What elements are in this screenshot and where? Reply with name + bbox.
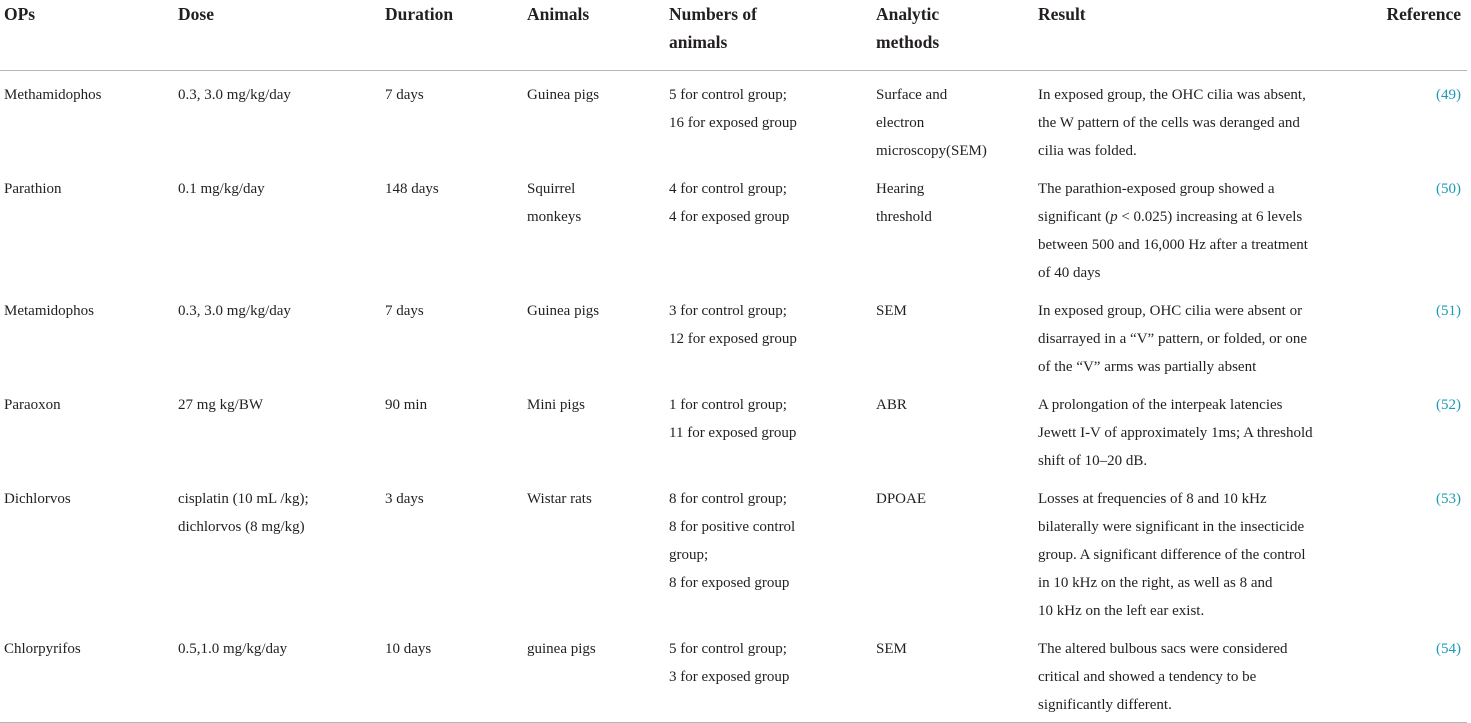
cell-reference [1352, 165, 1467, 287]
cell-dose: 0.3, 3.0 mg/kg/day [178, 87, 291, 103]
header-row [0, 0, 1467, 71]
cell-result: The altered bulbous sacs were considered critical and showed a tendency to be significantly different. [1034, 625, 1352, 723]
table-row [0, 71, 1467, 166]
cell-result: In exposed group, the OHC cilia was absent, the W pattern of the cells was deranged and cilia was folded. [1038, 87, 1306, 159]
header-analytic-methods: Analytic methods [872, 0, 1034, 71]
cell-reference [1352, 475, 1467, 625]
cell-duration: 148 days [385, 181, 439, 197]
cell-ops: Methamidophos [4, 87, 102, 103]
cell-numbers: 1 for control group; 11 for exposed group [669, 397, 797, 441]
cell-ops: Chlorpyrifos [0, 625, 174, 723]
cell-ops: Dichlorvos [4, 491, 71, 507]
cell-methods: ABR [876, 397, 907, 413]
table-row [0, 625, 1467, 723]
table-row [0, 165, 1467, 287]
cell-animals: Squirrel monkeys [527, 181, 582, 225]
cell-animals: guinea pigs [523, 625, 665, 723]
cell-dose: cisplatin (10 mL /kg); dichlorvos (8 mg/kg) [178, 491, 309, 535]
cell-methods: SEM [876, 303, 907, 319]
table-row [0, 381, 1467, 475]
cell-result: In exposed group, OHC cilia were absent or disarrayed in a “V” pattern, or folded, or one of the “V” arms was partially absent [1038, 303, 1308, 375]
cell-duration: 90 min [385, 397, 428, 413]
cell-animals: Mini pigs [527, 397, 585, 413]
reference-link[interactable]: (54) [1436, 641, 1461, 657]
p-value-symbol: p [1110, 209, 1118, 225]
result-text-post: < 0.025) increasing at 6 levels between 500 and 16,000 Hz after a treatment of 40 days [1038, 209, 1308, 281]
cell-reference [1352, 381, 1467, 475]
cell-dose: 0.3, 3.0 mg/kg/day [178, 303, 291, 319]
header-result: Result [1034, 0, 1352, 71]
result-text-pre: The parathion-exposed group showed a significant ( [1038, 181, 1275, 225]
header-dose: Dose [174, 0, 381, 71]
cell-numbers: 4 for control group; 4 for exposed group [669, 181, 790, 225]
table-row [0, 475, 1467, 625]
reference-link[interactable]: (50) [1436, 181, 1461, 197]
reference-link[interactable]: (53) [1436, 491, 1461, 507]
cell-animals: Guinea pigs [527, 303, 600, 319]
cell-duration: 3 days [385, 491, 424, 507]
cell-dose: 27 mg kg/BW [178, 397, 263, 413]
header-duration: Duration [381, 0, 523, 71]
cell-animals: Guinea pigs [527, 87, 600, 103]
cell-numbers: 3 for control group; 12 for exposed group [669, 303, 797, 347]
cell-numbers: 5 for control group; 3 for exposed group [665, 625, 872, 723]
cell-ops: Parathion [4, 181, 62, 197]
cell-ops: Paraoxon [4, 397, 61, 413]
cell-duration: 7 days [385, 87, 424, 103]
cell-numbers: 5 for control group; 16 for exposed group [669, 87, 797, 131]
cell-ops: Metamidophos [4, 303, 94, 319]
reference-link[interactable]: (52) [1436, 397, 1461, 413]
cell-result: Losses at frequencies of 8 and 10 kHz bilaterally were significant in the insecticide group. A significant difference of the control in 10 kHz on the right, as well as 8 and 10 kHz on the left ear exist. [1038, 491, 1306, 619]
cell-reference [1352, 71, 1467, 166]
cell-reference [1352, 625, 1467, 723]
reference-link[interactable]: (51) [1436, 303, 1461, 319]
cell-duration: 10 days [381, 625, 523, 723]
table-row [0, 287, 1467, 381]
cell-methods: Surface and electron microscopy(SEM) [876, 87, 987, 159]
header-numbers-of-animals: Numbers of animals [665, 0, 872, 71]
header-animals: Animals [523, 0, 665, 71]
cell-methods: Hearing threshold [876, 181, 932, 225]
cell-result [1034, 165, 1352, 287]
cell-animals: Wistar rats [527, 491, 592, 507]
cell-result: A prolongation of the interpeak latencies Jewett I-V of approximately 1ms; A threshold shift of 10–20 dB. [1038, 397, 1313, 469]
cell-reference [1352, 287, 1467, 381]
cell-methods: SEM [872, 625, 1034, 723]
cell-methods: DPOAE [876, 491, 927, 507]
cell-dose: 0.1 mg/kg/day [178, 181, 265, 197]
cell-dose: 0.5,1.0 mg/kg/day [174, 625, 381, 723]
cell-numbers: 8 for control group; 8 for positive control group; 8 for exposed group [669, 491, 796, 591]
header-reference: Reference [1352, 0, 1467, 71]
cell-duration: 7 days [385, 303, 424, 319]
header-ops: OPs [0, 0, 174, 71]
reference-link[interactable]: (49) [1436, 87, 1461, 103]
